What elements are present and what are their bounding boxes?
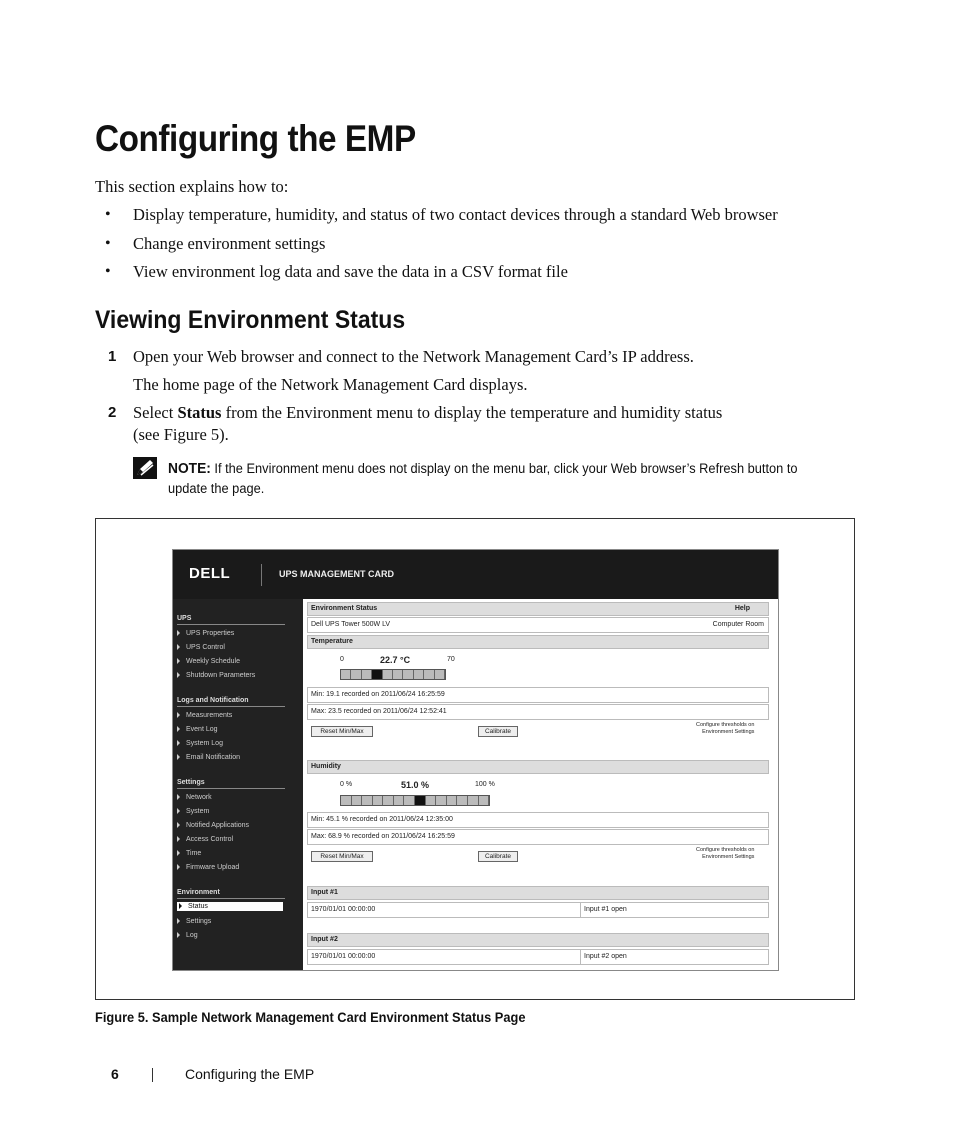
humidity-value: 51.0 % — [401, 780, 430, 790]
gauge-segment — [424, 670, 434, 679]
humidity-bar: Humidity — [307, 760, 769, 774]
sidebar-item-label: Notified Applications — [186, 822, 250, 829]
env-status-title: Environment Status — [311, 605, 378, 612]
gauge-segment — [362, 796, 373, 805]
figure-caption: Figure 5. Sample Network Management Card Environment Status Page — [95, 1010, 526, 1025]
footer-title: Configuring the EMP — [185, 1066, 315, 1082]
sidebar-section-environment: Environment — [177, 889, 285, 899]
list-item: Display temperature, humidity, and status of two contact devices through a standard Web browser — [133, 205, 778, 224]
sidebar-item-network[interactable] — [177, 794, 212, 801]
step-text-bold: Status — [177, 403, 222, 422]
calibrate-button[interactable]: Calibrate — [478, 726, 518, 737]
configure-line: Configure thresholds on — [696, 847, 755, 853]
sidebar-item-time[interactable] — [177, 850, 201, 857]
sidebar-section-ups: UPS — [177, 615, 285, 625]
reset-minmax-button[interactable]: Reset Min/Max — [311, 851, 373, 862]
step-text: Open your Web browser and connect to the Network Management Card’s IP address. — [133, 347, 694, 366]
sidebar-item-settings[interactable] — [177, 918, 211, 925]
gauge-segment — [468, 796, 479, 805]
note — [168, 459, 833, 499]
step-text — [133, 403, 722, 423]
arrow-right-icon — [177, 754, 180, 760]
list-item: View environment log data and save the data in a CSV format file — [133, 262, 568, 281]
arrow-right-icon — [177, 822, 180, 828]
arrow-right-icon — [177, 864, 180, 870]
arrow-right-icon — [177, 932, 180, 938]
step-text-line2: (see Figure 5). — [133, 425, 229, 444]
sidebar-item-label: Network — [186, 794, 212, 801]
gauge-segment — [414, 670, 424, 679]
sidebar-section-settings: Settings — [177, 779, 285, 789]
gauge-segment — [372, 670, 382, 679]
arrow-right-icon — [177, 918, 180, 924]
humidity-gauge — [340, 795, 490, 806]
arrow-right-icon — [177, 630, 180, 636]
gauge-segment — [373, 796, 384, 805]
temperature-max-row: Max: 23.5 recorded on 2011/06/24 12:52:41 — [307, 704, 769, 720]
page-number: 6 — [111, 1066, 119, 1082]
arrow-right-icon — [177, 850, 180, 856]
temperature-min-row: Min: 19.1 recorded on 2011/06/24 16:25:59 — [307, 687, 769, 703]
sidebar-item-system[interactable] — [177, 808, 209, 815]
gauge-segment — [426, 796, 437, 805]
gauge-segment — [394, 796, 405, 805]
humidity-max: 100 % — [475, 781, 495, 788]
sidebar-item-label: Status — [188, 903, 208, 910]
sidebar-item-ups-properties[interactable] — [177, 630, 234, 637]
sidebar-item-label: System — [186, 808, 210, 815]
gauge-segment — [383, 670, 393, 679]
sidebar-item-label: Weekly Schedule — [186, 658, 240, 665]
input1-time: 1970/01/01 00:00:00 — [311, 906, 376, 913]
humidity-min-row: Min: 45.1 % recorded on 2011/06/24 12:35:00 — [307, 812, 769, 828]
sidebar-item-label: Email Notification — [186, 754, 241, 761]
sidebar-item-label: Measurements — [186, 712, 233, 719]
sidebar-item-status[interactable] — [177, 902, 283, 911]
arrow-right-icon — [177, 658, 180, 664]
arrow-right-icon — [177, 644, 180, 650]
content-panel — [304, 599, 778, 970]
arrow-right-icon — [177, 712, 180, 718]
sidebar-item-label: Shutdown Parameters — [186, 672, 256, 679]
arrow-right-icon — [177, 740, 180, 746]
gauge-segment — [341, 796, 352, 805]
gauge-segment — [341, 670, 351, 679]
step-text-pre: Select — [133, 403, 178, 422]
intro-text: This section explains how to: — [95, 177, 289, 196]
configure-line: Environment Settings — [702, 854, 755, 860]
note-pencil-icon — [133, 457, 157, 479]
header-title: UPS MANAGEMENT CARD — [279, 569, 395, 579]
input1-bar: Input #1 — [307, 886, 769, 900]
gauge-segment — [457, 796, 468, 805]
sidebar-item-label: Access Control — [186, 836, 234, 843]
env-status-bar — [307, 602, 769, 616]
input2-bar: Input #2 — [307, 933, 769, 947]
input2-time: 1970/01/01 00:00:00 — [311, 953, 376, 960]
input1-row — [307, 902, 769, 918]
gauge-segment — [393, 670, 403, 679]
gauge-segment — [415, 796, 426, 805]
sidebar-item-system-log[interactable] — [177, 740, 223, 747]
sidebar-item-email-notification[interactable] — [177, 754, 240, 761]
gauge-segment — [403, 670, 413, 679]
reset-minmax-button[interactable]: Reset Min/Max — [311, 726, 373, 737]
arrow-right-icon — [177, 726, 180, 732]
app-header — [173, 550, 778, 599]
gauge-segment — [436, 796, 447, 805]
arrow-right-icon — [177, 794, 180, 800]
gauge-segment — [352, 796, 363, 805]
bullet-marker: • — [105, 263, 111, 280]
arrow-right-icon — [179, 903, 182, 909]
sidebar-section-logs: Logs and Notification — [177, 697, 285, 707]
list-item: Change environment settings — [133, 234, 326, 253]
configure-line: Configure thresholds on — [696, 722, 755, 728]
sidebar-item-label: Event Log — [186, 726, 218, 733]
section-title: Viewing Environment Status — [95, 306, 406, 334]
step-number: 2 — [108, 404, 117, 421]
humidity-max-row: Max: 68.9 % recorded on 2011/06/24 16:25:59 — [307, 829, 769, 845]
calibrate-button[interactable]: Calibrate — [478, 851, 518, 862]
sidebar-item-label: Firmware Upload — [186, 864, 240, 871]
help-link[interactable]: Help — [734, 605, 750, 612]
screenshot — [172, 549, 779, 971]
footer-divider — [152, 1068, 153, 1082]
sidebar-item-log[interactable] — [177, 932, 198, 939]
step-subtext: The home page of the Network Management Card displays. — [133, 375, 528, 394]
arrow-right-icon — [177, 808, 180, 814]
sidebar-item-label: Settings — [186, 918, 212, 925]
bullet-marker: • — [105, 206, 111, 223]
gauge-segment — [362, 670, 372, 679]
dell-logo: DELL — [189, 565, 231, 582]
step-number: 1 — [108, 348, 117, 365]
sidebar — [173, 599, 303, 970]
note-label: NOTE: — [168, 461, 211, 477]
page-title: Configuring the EMP — [95, 118, 416, 159]
arrow-right-icon — [177, 836, 180, 842]
sidebar-item-weekly-schedule[interactable] — [177, 658, 240, 665]
input2-row — [307, 949, 769, 965]
configure-thresholds-link[interactable] — [696, 722, 754, 736]
device-name: Dell UPS Tower 500W LV — [311, 621, 391, 628]
sidebar-item-ups-control[interactable] — [177, 644, 225, 651]
sidebar-item-label: Time — [186, 850, 202, 857]
sidebar-item-label: System Log — [186, 740, 223, 747]
step-text-post: from the Environment menu to display the temperature and humidity status — [221, 403, 723, 422]
input1-state: Input #1 open — [580, 903, 627, 917]
sidebar-item-label: UPS Properties — [186, 630, 235, 637]
temperature-min: 0 — [340, 656, 344, 663]
note-text-line2: update the page. — [168, 481, 265, 496]
temperature-value: 22.7 °C — [380, 655, 411, 665]
gauge-segment — [479, 796, 490, 805]
sidebar-item-label: UPS Control — [186, 644, 225, 651]
sidebar-item-notified-applications[interactable] — [177, 822, 249, 829]
gauge-segment — [383, 796, 394, 805]
gauge-segment — [404, 796, 415, 805]
gauge-segment — [447, 796, 458, 805]
temperature-bar: Temperature — [307, 635, 769, 649]
gauge-segment — [351, 670, 361, 679]
humidity-min: 0 % — [340, 781, 353, 788]
header-divider — [261, 564, 262, 586]
device-row — [307, 617, 769, 633]
temperature-gauge — [340, 669, 446, 680]
input2-state: Input #2 open — [580, 950, 627, 964]
configure-line: Environment Settings — [702, 729, 755, 735]
gauge-segment — [435, 670, 445, 679]
sidebar-item-event-log[interactable] — [177, 726, 218, 733]
arrow-right-icon — [177, 672, 180, 678]
device-location: Computer Room — [712, 621, 764, 628]
note-text-line1: If the Environment menu does not display on the menu bar, click your Web browser’s Refresh button to — [210, 461, 798, 476]
configure-thresholds-link[interactable] — [696, 847, 754, 861]
sidebar-item-label: Log — [186, 932, 198, 939]
sidebar-item-shutdown-parameters[interactable] — [177, 672, 255, 679]
sidebar-item-firmware-upload[interactable] — [177, 864, 239, 871]
sidebar-item-measurements[interactable] — [177, 712, 232, 719]
bullet-marker: • — [105, 235, 111, 252]
temperature-max: 70 — [447, 656, 455, 663]
sidebar-item-access-control[interactable] — [177, 836, 233, 843]
